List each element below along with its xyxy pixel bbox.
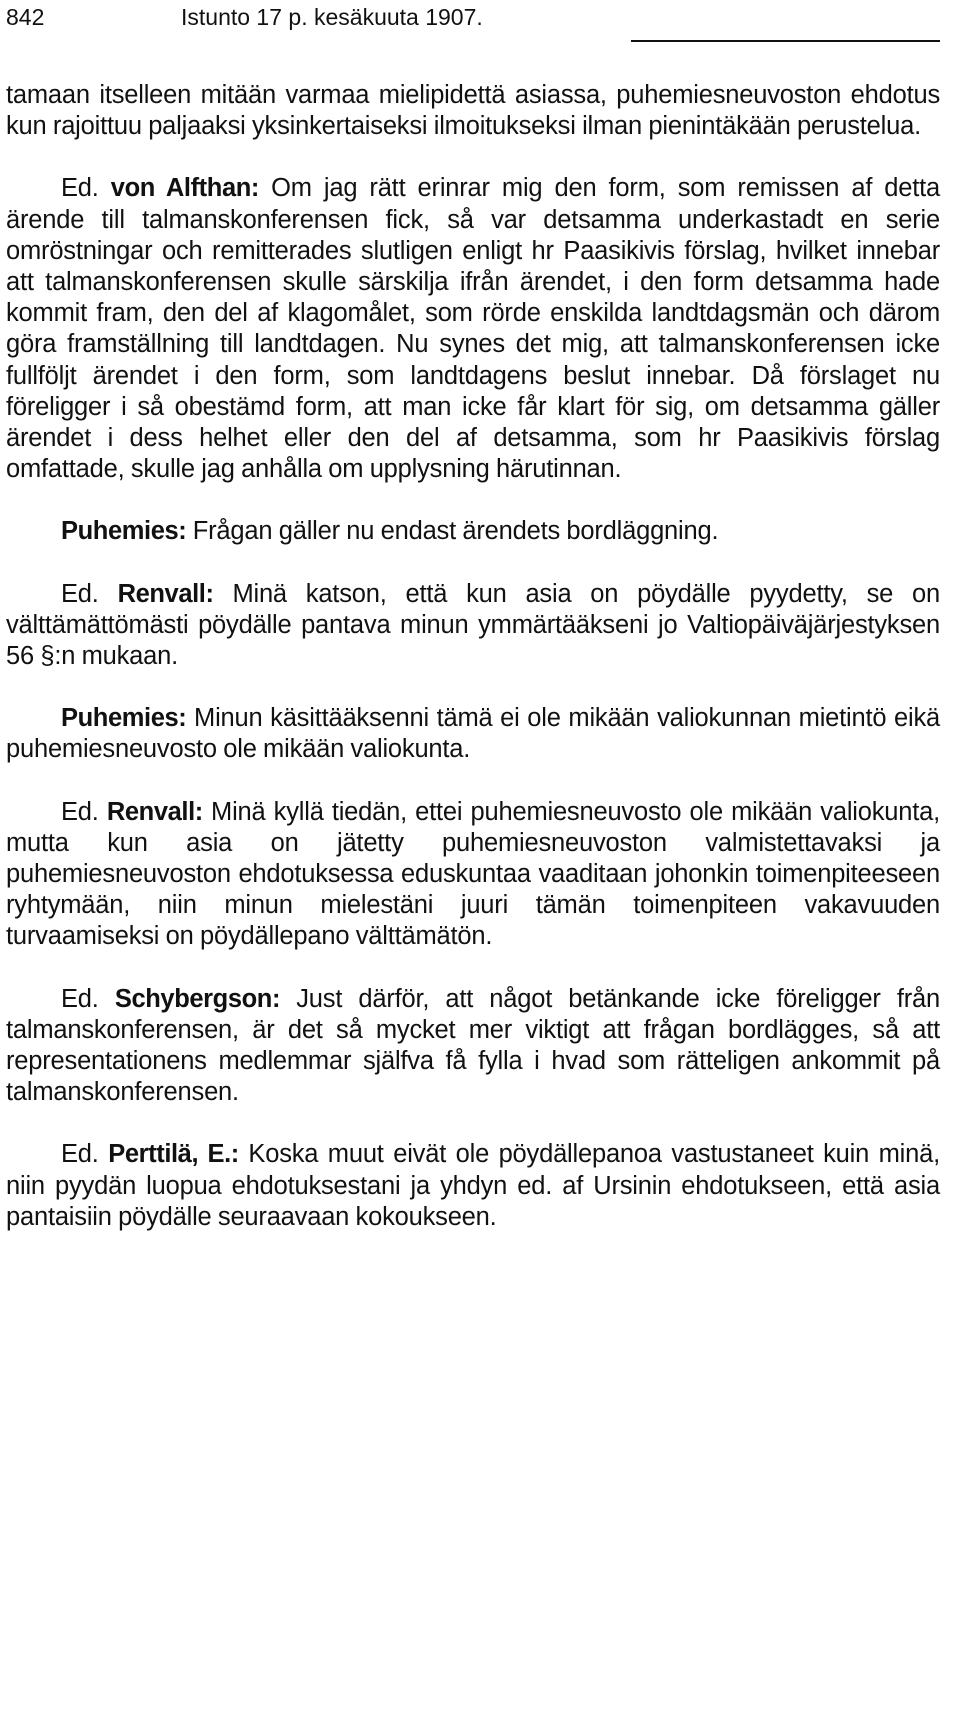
paragraph-text: tamaan itselleen mitään varmaa mielipidettä asiassa, puhemiesneuvoston ehdotus kun rajoittuu paljaaksi yksinkertaiseksi ilmoitukseksi ilman pienintäkään perustelua. <box>6 81 940 141</box>
speaker-name: von Alfthan: <box>110 174 259 203</box>
speaker-prefix: Ed. <box>61 174 99 203</box>
speaker-name: Renvall: <box>106 797 203 826</box>
page-number: 842 <box>6 4 45 30</box>
paragraph-puhemies-2 <box>6 703 940 765</box>
speaker-name: Renvall: <box>117 579 214 608</box>
speaker-prefix: Ed. <box>61 984 99 1013</box>
paragraph-perttila <box>6 1139 940 1233</box>
paragraph-schybergson <box>6 984 940 1109</box>
paragraph-continuation <box>6 80 940 142</box>
paragraph-text: Om jag rätt erinrar mig den form, som remissen af detta ärende till talmanskonferensen fick, så var detsamma underkastadt en serie omröstningar och remitterades slutligen enligt hr Paasikivis förslag, hvilket innebar att talmanskonferensen skulle särskilja ifrån ärendet, i den form detsamma hade kommit fram, den del af klagomålet, som rörde enskilda landtdagsmän och därom göra framställning till landtdagen. Nu synes det mig, att talmanskonferensen icke fullföljt ärendet i den form, som landtdagens beslut innebar. Då förslaget nu föreligger i så obestämd form, att man icke får klart för sig, om detsamma gäller ärendet i dess helhet eller den del af detsamma, som hr Paasikivis förslag omfattade, skulle jag anhålla om upplysning härutinnan. <box>6 174 941 484</box>
speaker-name: Puhemies: <box>61 517 187 546</box>
speaker-name: Perttilä, E.: <box>108 1140 239 1169</box>
paragraph-text: Minä katson, että kun asia on pöydälle pyydetty, se on välttämättömästi pöydälle pantava minun ymmärtääkseni jo Valtiopäiväjärjestyksen 56 §:n mukaan. <box>6 579 940 671</box>
paragraph-text: Minun käsittääksenni tämä ei ole mikään valiokunnan mietintö eikä puhemiesneuvosto ole mikään valiokunta. <box>6 704 940 764</box>
paragraph-puhemies-1 <box>6 516 940 547</box>
paragraph-text: Minä kyllä tiedän, ettei puhemiesneuvosto ole mikään valiokunta, mutta kun asia on jätetty puhemiesneuvoston valmistettavaksi ja puhemiesneuvoston ehdotuksessa eduskuntaa vaaditaan johonkin toimenpiteeseen ryhtymään, niin minun mielestäni juuri tämän toimenpiteen vakavuuden turvaamiseksi on pöydällepano välttämätön. <box>6 797 941 951</box>
paragraph-text: Koska muut eivät ole pöydällepanoa vastustaneet kuin minä, niin pyydän luopua ehdotuksestani ja yhdyn ed. af Ursinin ehdotukseen, että asia pantaisiin pöydälle seuraavaan kokoukseen. <box>6 1140 940 1231</box>
running-header <box>6 0 940 42</box>
speaker-prefix: Ed. <box>61 797 99 826</box>
speaker-prefix: Ed. <box>61 579 99 608</box>
running-title: Istunto 17 p. kesäkuuta 1907. <box>181 4 483 30</box>
paragraph-renvall-2 <box>6 797 940 953</box>
speaker-name: Puhemies: <box>61 704 187 733</box>
paragraph-text: Frågan gäller nu endast ärendets bordläggning. <box>192 517 719 546</box>
body-text <box>6 80 940 1233</box>
paragraph-renvall-1 <box>6 579 940 673</box>
paragraph-von-alfthan <box>6 173 940 485</box>
header-rule <box>631 40 940 42</box>
speaker-prefix: Ed. <box>61 1140 99 1169</box>
paragraph-text: Just därför, att något betänkande icke föreligger från talmanskonferensen, är det så mycket mer viktigt att frågan bordlägges, så att representationens medlemmar själfva få fylla i hvad som rätteligen ankommit på talmanskonferensen. <box>6 984 940 1107</box>
speaker-name: Schybergson: <box>114 984 281 1013</box>
